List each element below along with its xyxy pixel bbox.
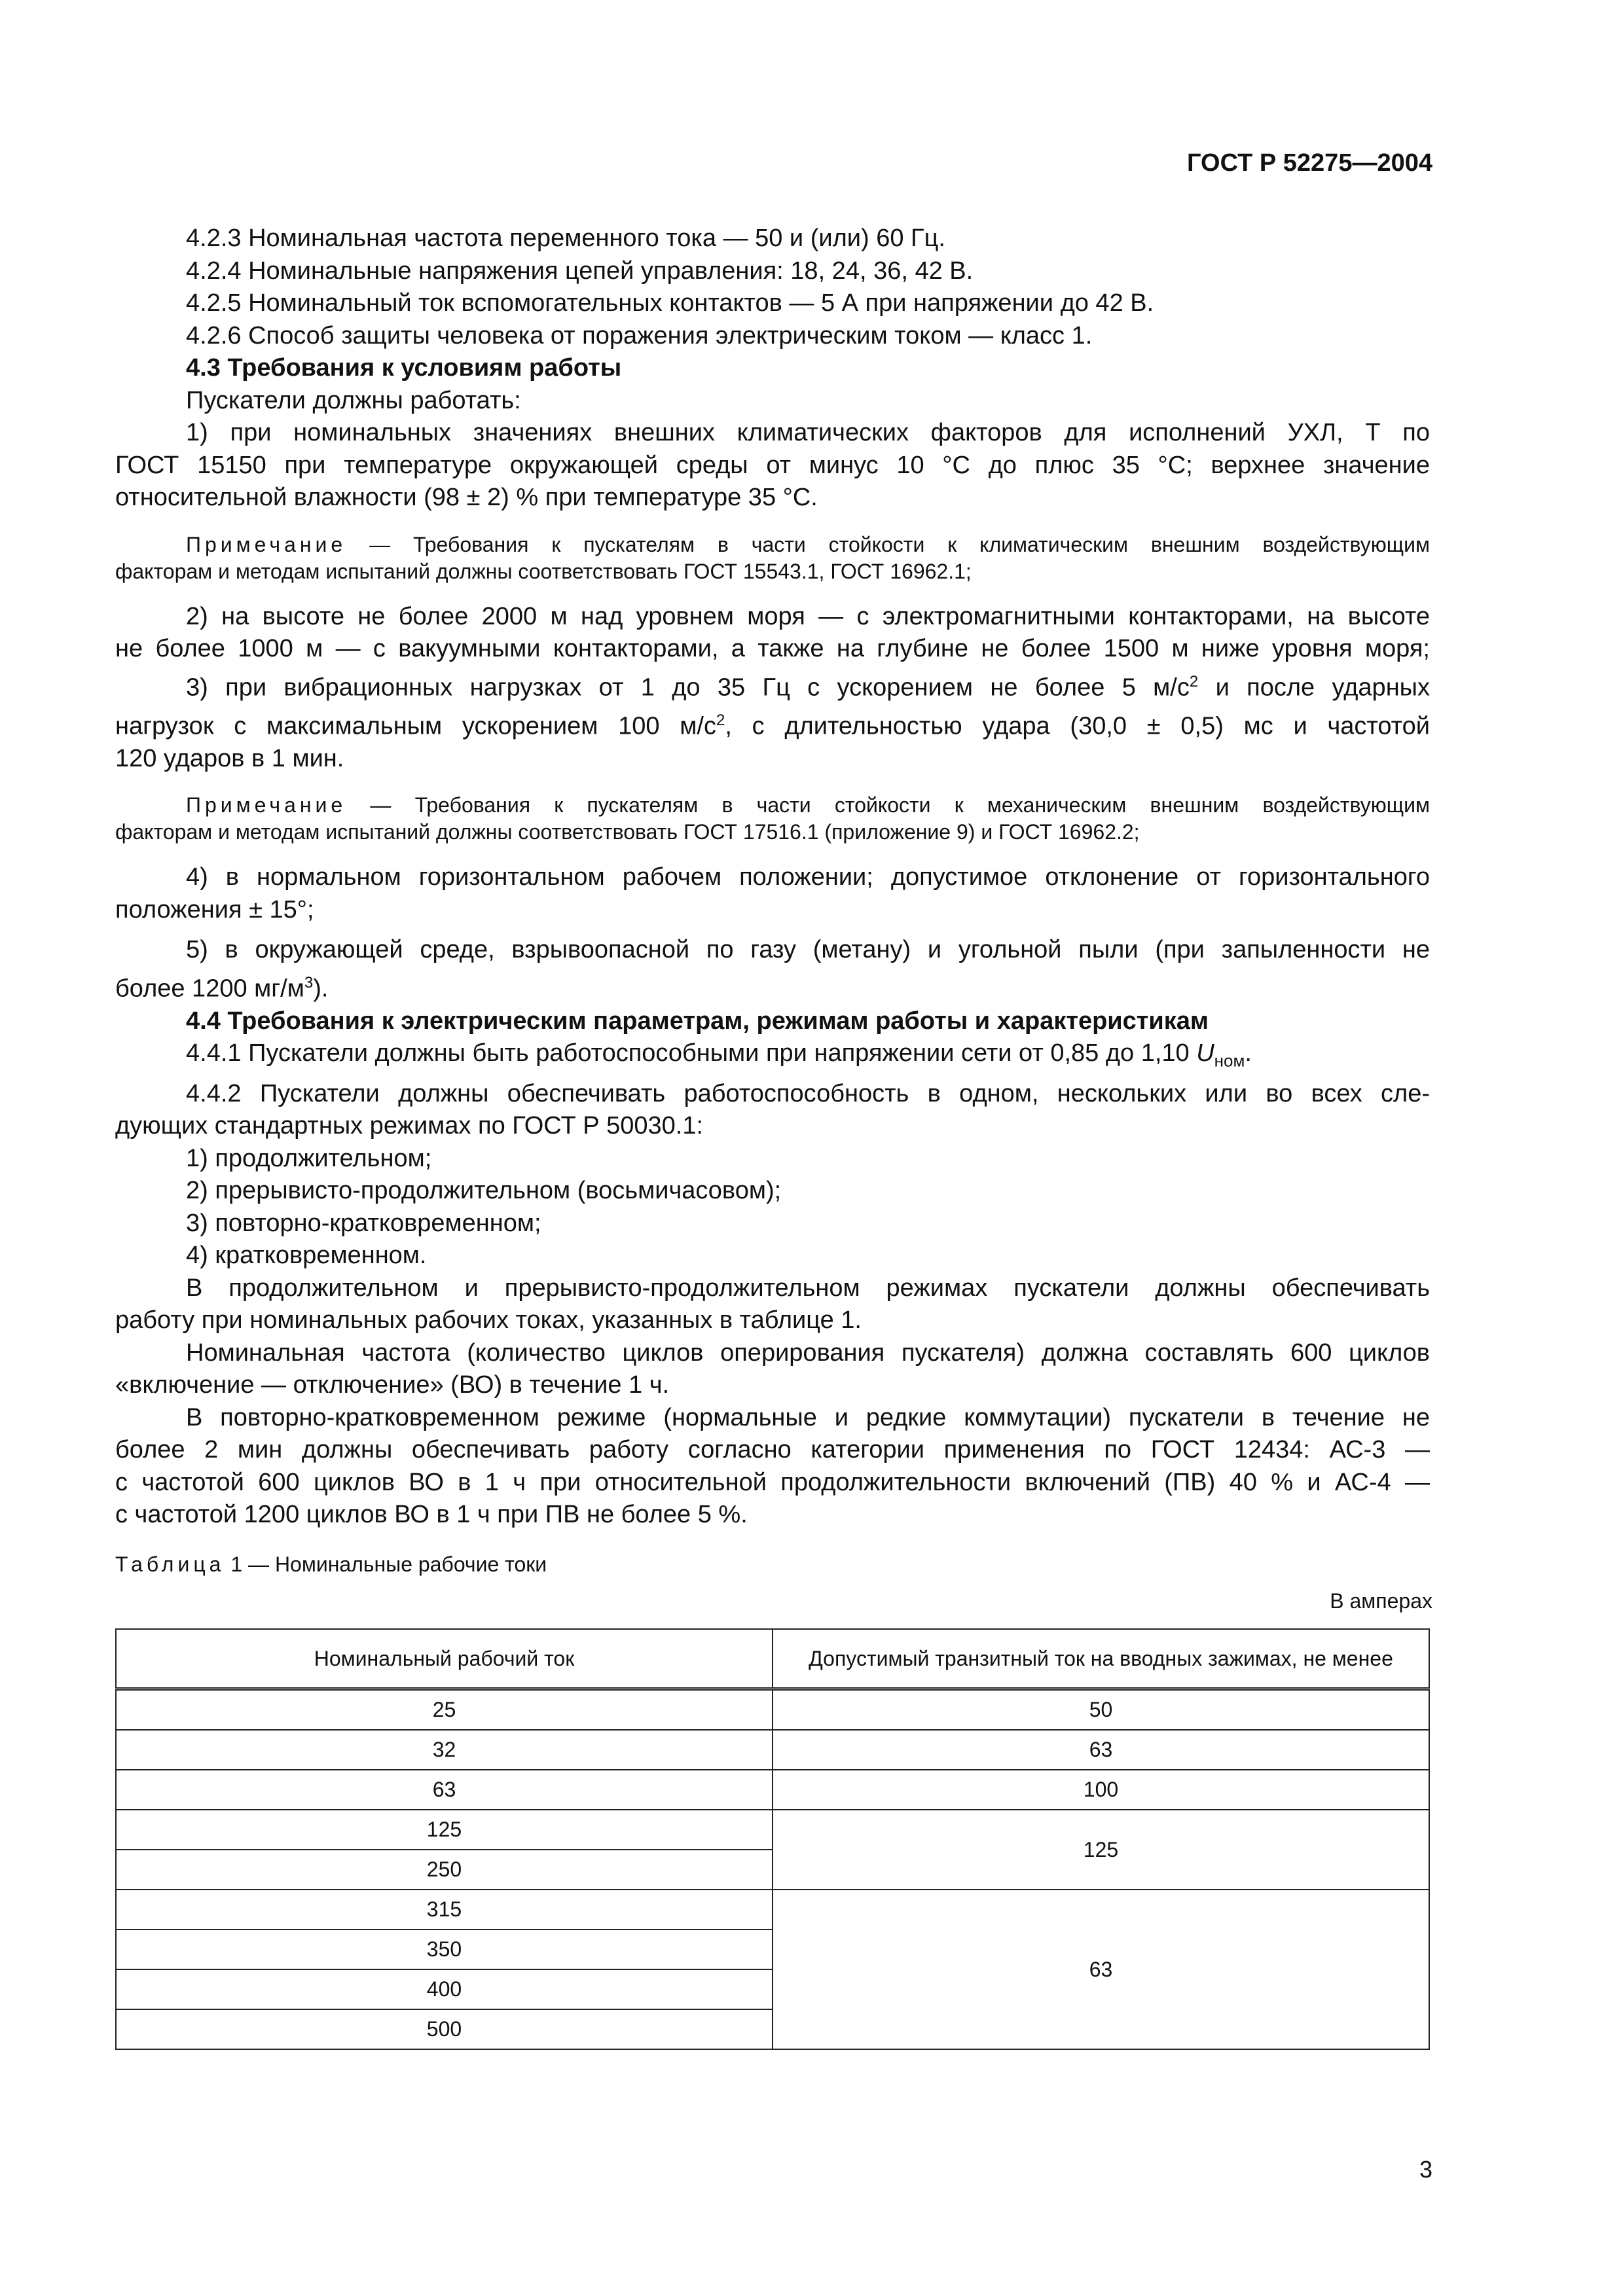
repeated-mode-line-3: с частотой 600 циклов ВО в 1 ч при относительной продолжительности включений (ПВ) 40 % и АС-4 — [115,1468,1430,1496]
note-label: Примечание [186,532,347,556]
condition-3-line-2: нагрузок с максимальным ускорением 100 $м/с^2$, с длительностью удара (30,0 ± 0,5) мс и частотой [115,711,1431,740]
repeated-mode-line-4: с частотой 1200 циклов ВО в 1 ч при ПВ не более 5 %. [115,1501,748,1529]
note-mechanical-line-2: факторам и методам испытаний должны соответствовать ГОСТ 17516.1 (приложение 9) и ГОСТ 16962.2; [115,820,1140,844]
rated-current-cell: 25 [116,1689,773,1731]
section-heading-4-3: 4.3 Требования к условиям работы [186,354,622,382]
page-number: 3 [1419,2156,1432,2183]
continuous-mode-line-1: В продолжительном и прерывисто-продолжительном режимах пускатели должны обеспечивать [186,1274,1430,1302]
clause-4-2-6: 4.2.6 Способ защиты человека от поражения электрическим током — класс 1. [186,321,1093,350]
transit-current-cell: 100 [773,1770,1429,1810]
table-units: В амперах [1330,1589,1432,1613]
condition-3-line-1: 3) при вибрационных нагрузках от 1 до 35 Гц с ускорением не более 5 $м/с^2$ и после ударных [186,672,1430,702]
rated-current-cell: 250 [116,1850,773,1890]
column-header-transit-current: Допустимый транзитный ток на вводных зажимах, не менее [773,1629,1429,1689]
clause-4-4-1: 4.4.1 Пускатели должны быть работоспособными при напряжении сети от 0,85 до 1,10 $U_{ном}$. [186,1039,1252,1071]
transit-current-cell: 63 [773,1890,1429,2049]
rated-current-cell: 125 [116,1810,773,1850]
condition-3-line-3: 120 ударов в 1 мин. [115,744,344,772]
rated-current-cell: 63 [116,1770,773,1810]
condition-2-line-1: 2) на высоте не более 2000 м над уровнем моря — с электромагнитными контакторами, на высоте [186,602,1430,630]
note-mechanical [115,792,1430,846]
note-climatic-line-2: факторам и методам испытаний должны соответствовать ГОСТ 15543.1, ГОСТ 16962.1; [115,559,972,583]
rated-currents-table [115,1628,1430,2050]
condition-1-line-2: ГОСТ 15150 при температуре окружающей среды от минус 10 °С до плюс 35 °С; верхнее значение [115,451,1430,479]
continuous-mode-line-2: работу при номинальных рабочих токах, указанных в таблице 1. [115,1306,862,1335]
note-climatic-line-1: Примечание — Требования к пускателям в части стойкости к климатическим внешним воздействующим [186,532,1430,556]
clause-4-2-4: 4.2.4 Номинальные напряжения цепей управления: 18, 24, 36, 42 В. [186,257,974,285]
condition-5-line-2: более 1200 $мг/м^3$). [115,973,329,1003]
section-heading-4-4: 4.4 Требования к электрическим параметрам, режимам работы и характеристикам [186,1007,1209,1035]
condition-1-line-3: относительной влажности (98 ± 2) % при температуре 35 °С. [115,484,818,511]
frequency-line-2: «включение — отключение» (ВО) в течение 1 ч. [115,1371,670,1399]
clause-4-4-2-line-2: дующих стандартных режимах по ГОСТ Р 50030.1: [115,1112,704,1140]
condition-4-line-2: положения ± 15°; [115,895,314,924]
rated-current-cell: 400 [116,1969,773,2009]
mode-list-item-4: 4) кратковременном. [186,1242,427,1270]
condition-2-line-2: не более 1000 м — с вакуумными контакторами, а также на глубине не более 1500 м ниже уровня моря; [115,635,1430,662]
transit-current-cell: 50 [773,1689,1429,1731]
transit-current-cell: 63 [773,1730,1429,1770]
clause-4-4-2-line-1: 4.4.2 Пускатели должны обеспечивать работоспособность в одном, нескольких или во всех сле- [186,1079,1430,1107]
repeated-mode-line-2: более 2 мин должны обеспечивать работу согласно категории применения по ГОСТ 12434: АС-3 — [115,1436,1430,1464]
table-header-row [116,1629,1429,1689]
mode-list-item-1: 1) продолжительном; [186,1144,432,1172]
main-text [115,223,1430,1532]
table-row [116,1770,1429,1810]
mode-list-item-2: 2) прерывисто-продолжительном (восьмичасовом); [186,1177,782,1205]
transit-current-cell: 125 [773,1810,1429,1890]
clause-4-2-3: 4.2.3 Номинальная частота переменного тока — 50 и (или) 60 Гц. [186,224,945,252]
note-climatic [115,531,1430,585]
rated-current-cell: 315 [116,1890,773,1929]
document-number-header: ГОСТ Р 52275—2004 [1187,149,1432,177]
frequency-line-1: Номинальная частота (количество циклов оперирования пускателя) должна составлять 600 циклов [186,1338,1430,1367]
condition-4-line-1: 4) в нормальном горизонтальном рабочем положении; допустимое отклонение от горизонтального [186,863,1430,891]
clause-4-2-5: 4.2.5 Номинальный ток вспомогательных контактов — 5 А при напряжении до 42 В. [186,289,1154,317]
rated-current-cell: 500 [116,2009,773,2049]
table-row [116,1810,1429,1850]
condition-5-line-1: 5) в окружающей среде, взрывоопасной по газу (метану) и угольной пыли (при запыленности не [186,936,1430,964]
table-row [116,1890,1429,1929]
table-row [116,1689,1429,1731]
table-row [116,1730,1429,1770]
mode-list-item-3: 3) повторно-кратковременном; [186,1209,541,1237]
conditions-intro: Пускатели должны работать: [186,386,521,414]
note-mechanical-line-1: Примечание — Требования к пускателям в части стойкости к механическим внешним воздействующим [186,793,1430,817]
rated-current-cell: 350 [116,1929,773,1969]
note-label: Примечание [186,793,347,817]
repeated-mode-line-1: В повторно-кратковременном режиме (нормальные и редкие коммутации) пускатели в течение не [186,1403,1430,1431]
rated-current-cell: 32 [116,1730,773,1770]
table-caption: Таблица 1 — Номинальные рабочие токи [115,1552,547,1576]
column-header-rated-current: Номинальный рабочий ток [116,1629,773,1689]
condition-1-line-1: 1) при номинальных значениях внешних климатических факторов для исполнений УХЛ, Т по [186,419,1430,446]
